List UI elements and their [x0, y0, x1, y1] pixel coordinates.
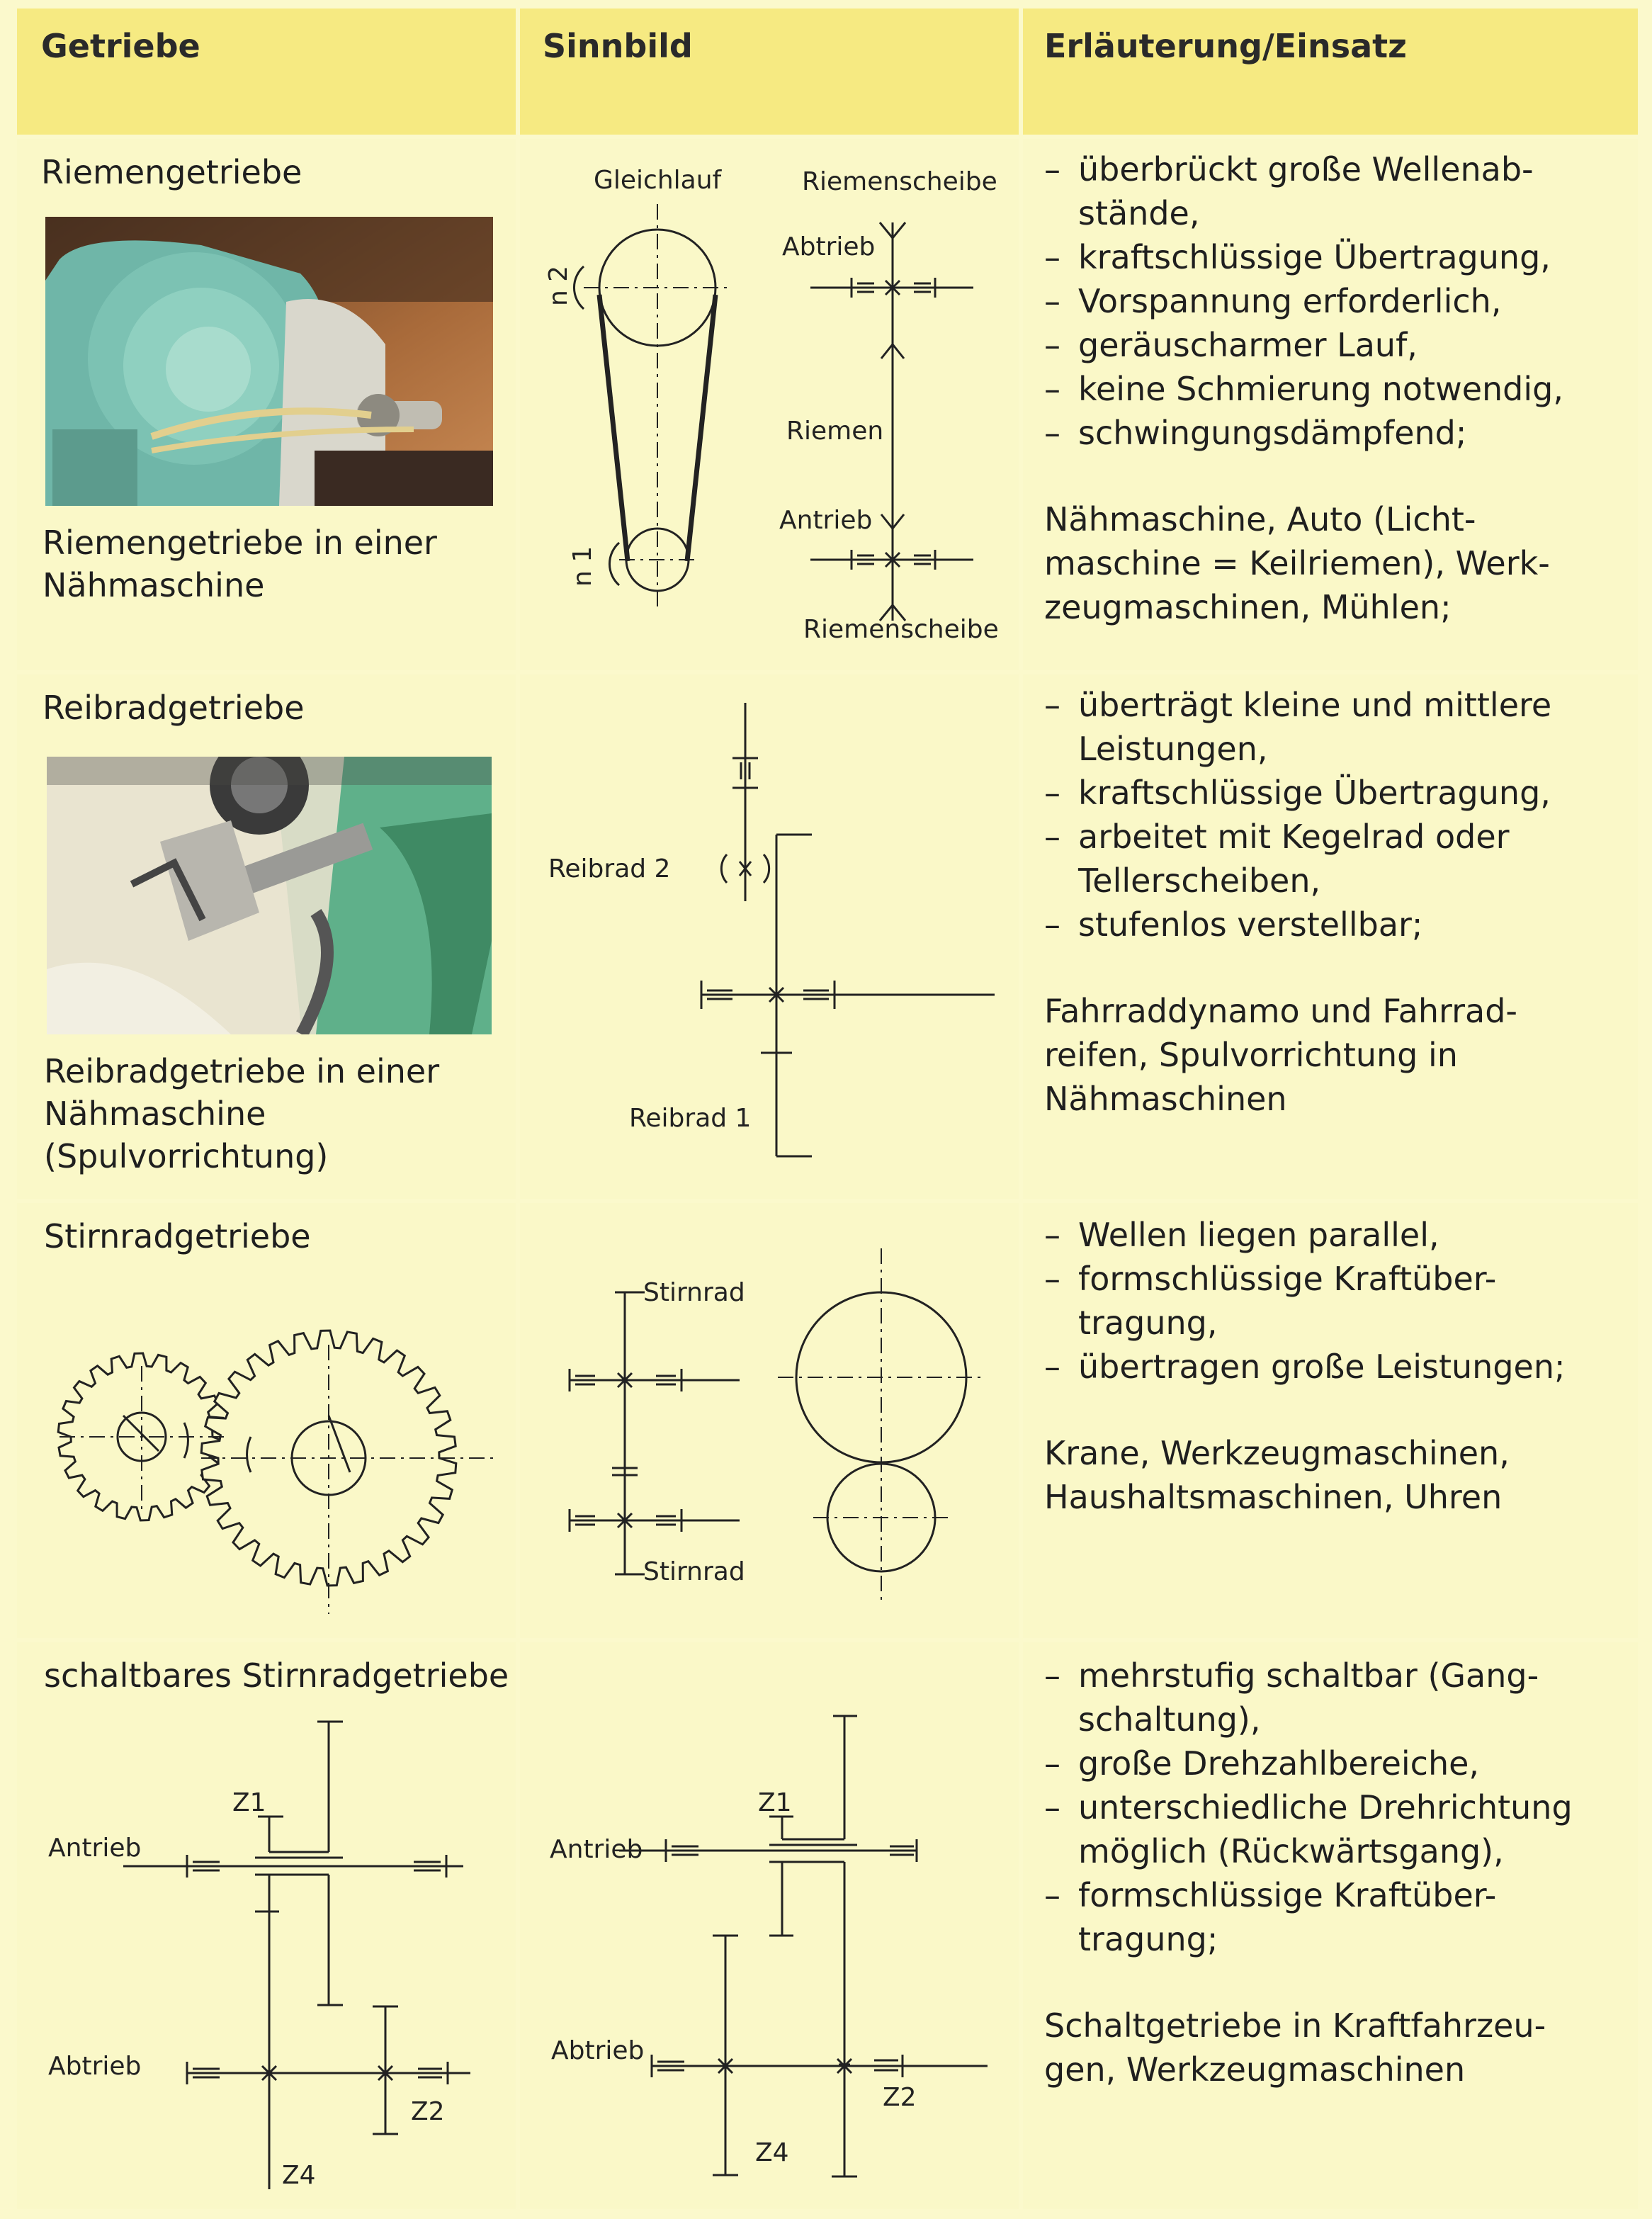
row2-point: – überträgt kleine und mittlere Leistungen, [1044, 683, 1632, 771]
row4-point: – mehrstufig schaltbar (Gang- schaltung), [1044, 1654, 1632, 1741]
row1-point: – geräuscharmer Lauf, [1044, 323, 1632, 367]
row2-usage: Fahrraddynamo und Fahrrad- reifen, Spulvorrichtung in Nähmaschinen [1044, 992, 1518, 1118]
reibradgetriebe-diagram [520, 674, 1019, 1199]
row1-point: – Vorspannung erforderlich, [1044, 279, 1632, 323]
row2-explanation [1044, 683, 1632, 1121]
schaltgetriebe-diagram-1 [17, 1642, 516, 2209]
label-riemenscheibe-bottom: Riemenscheibe [803, 615, 999, 644]
row4-title: schaltbares Stirnradgetriebe [44, 1656, 509, 1695]
label-z1: Z1 [758, 1788, 792, 1817]
riemengetriebe-photo [45, 217, 493, 506]
row4-usage: Schaltgetriebe in Kraftfahrzeu- gen, Werkzeugmaschinen [1044, 2006, 1546, 2089]
row1-point: – schwingungsdämpfend; [1044, 411, 1632, 455]
row3-title: Stirnradgetriebe [44, 1217, 311, 1255]
label-z2: Z2 [883, 2083, 917, 2112]
row3-explanation [1044, 1213, 1632, 1519]
label-stirnrad-bottom: Stirnrad [643, 1557, 745, 1586]
label-reibrad1: Reibrad 1 [629, 1104, 752, 1133]
label-n2: n 2 [544, 265, 573, 306]
reibradgetriebe-photo [47, 757, 492, 1034]
label-abtrieb: Abtrieb [48, 2052, 142, 2081]
row2-caption-line: Reibradgetriebe in einer [44, 1052, 440, 1090]
label-reibrad2: Reibrad 2 [548, 854, 671, 883]
label-z1: Z1 [232, 1788, 266, 1817]
schaltgetriebe-diagram-2 [520, 1642, 1019, 2209]
row2-title: Reibradgetriebe [43, 689, 305, 727]
label-antrieb: Antrieb [48, 1834, 142, 1863]
label-z2: Z2 [411, 2097, 445, 2126]
row3-point: – formschlüssige Kraftüber- tragung, [1044, 1257, 1632, 1345]
row3-point: – Wellen liegen parallel, [1044, 1213, 1632, 1257]
row1-title: Riemengetriebe [41, 153, 302, 191]
row2-point: – arbeitet mit Kegelrad oder Tellerscheiben, [1044, 815, 1632, 903]
label-gleichlauf: Gleichlauf [594, 166, 722, 195]
label-abtrieb: Abtrieb [782, 232, 876, 261]
label-antrieb: Antrieb [779, 506, 873, 535]
label-z4: Z4 [282, 2161, 316, 2190]
row1-caption [43, 521, 437, 606]
label-n1: n 1 [568, 546, 597, 587]
row4-point: – formschlüssige Kraftüber- tragung; [1044, 1873, 1632, 1961]
label-z4: Z4 [755, 2138, 789, 2167]
row2-caption [44, 1050, 439, 1178]
row1-explanation [1044, 147, 1632, 629]
row1-point: – kraftschlüssige Übertragung, [1044, 235, 1632, 279]
row1-usage: Nähmaschine, Auto (Licht- maschine = Keilriemen), Werk- zeugmaschinen, Mühlen; [1044, 500, 1550, 626]
stirnradgetriebe-gears-illustration [17, 1203, 516, 1638]
label-riemenscheibe-top: Riemenscheibe [802, 167, 997, 196]
label-abtrieb: Abtrieb [551, 2036, 645, 2065]
label-riemen: Riemen [786, 417, 884, 446]
header-getriebe: Getriebe [41, 27, 200, 65]
row2-caption-line: (Spulvorrichtung) [44, 1137, 329, 1175]
row1-point: – keine Schmierung notwendig, [1044, 367, 1632, 411]
row4-point: – große Drehzahlbereiche, [1044, 1741, 1632, 1785]
header-sinnbild: Sinnbild [543, 27, 693, 65]
row2-point: – stufenlos verstellbar; [1044, 903, 1632, 947]
row4-point: – unterschiedliche Drehrichtung möglich (Rückwärtsgang), [1044, 1785, 1632, 1873]
row2-point: – kraftschlüssige Übertragung, [1044, 771, 1632, 815]
label-stirnrad-top: Stirnrad [643, 1278, 745, 1307]
row2-caption-line: Nähmaschine [44, 1095, 266, 1133]
row1-point: – überbrückt große Wellenab- stände, [1044, 147, 1632, 235]
row4-explanation [1044, 1654, 1632, 2091]
row1-caption-line: Nähmaschine [43, 566, 265, 604]
row3-usage: Krane, Werkzeugmaschinen, Haushaltsmaschinen, Uhren [1044, 1434, 1510, 1516]
header-erlaeuterung: Erläuterung/Einsatz [1044, 27, 1407, 65]
row3-point: – übertragen große Leistungen; [1044, 1345, 1632, 1389]
label-antrieb: Antrieb [550, 1835, 643, 1864]
row1-caption-line: Riemengetriebe in einer [43, 524, 437, 562]
riemengetriebe-diagram [520, 139, 1019, 670]
stirnradgetriebe-diagram [520, 1203, 1019, 1638]
